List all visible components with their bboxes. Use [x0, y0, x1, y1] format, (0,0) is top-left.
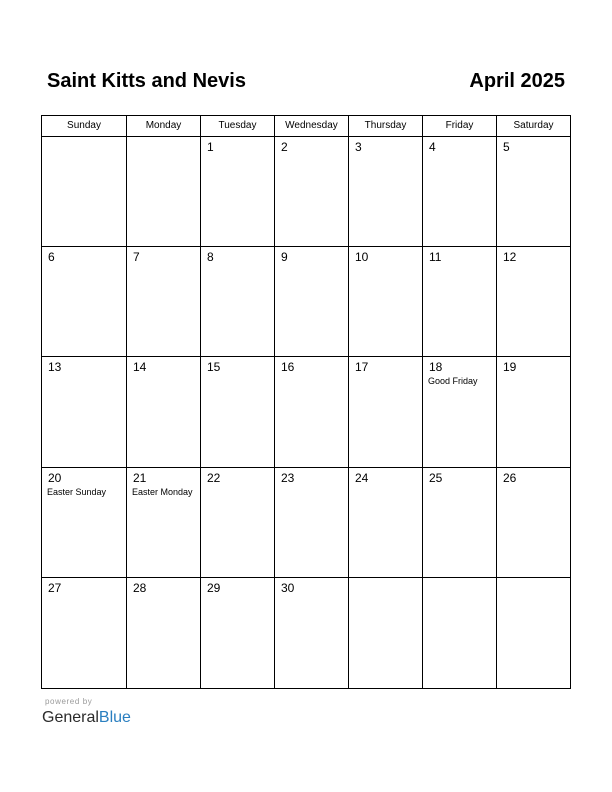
generalblue-logo[interactable]: [42, 709, 131, 727]
day-number: 7: [133, 250, 140, 264]
day-cell-19[interactable]: [497, 357, 570, 467]
day-number: 2: [281, 140, 288, 154]
day-cell-10[interactable]: [349, 247, 423, 356]
day-number: 17: [355, 360, 369, 374]
weekday-header-wednesday: Wednesday: [275, 116, 349, 136]
week-row: [42, 468, 570, 578]
month-title: April 2025: [469, 70, 565, 92]
day-number: 6: [48, 250, 55, 264]
day-number: 14: [133, 360, 147, 374]
empty-day-cell: [497, 578, 570, 688]
powered-by-text: powered by: [45, 697, 93, 706]
empty-day-cell: [127, 137, 201, 246]
day-number: 9: [281, 250, 288, 264]
weekday-header-sunday: Sunday: [42, 116, 127, 136]
empty-day-cell: [42, 137, 127, 246]
day-cell-20[interactable]: [42, 468, 127, 577]
day-number: 26: [503, 471, 517, 485]
day-cell-16[interactable]: [275, 357, 349, 467]
weekday-header-tuesday: Tuesday: [201, 116, 275, 136]
holiday-label: Easter Monday: [132, 487, 193, 497]
day-number: 21: [133, 471, 147, 485]
day-cell-8[interactable]: [201, 247, 275, 356]
day-cell-21[interactable]: [127, 468, 201, 577]
day-cell-7[interactable]: [127, 247, 201, 356]
day-cell-25[interactable]: [423, 468, 497, 577]
weekday-header-monday: Monday: [127, 116, 201, 136]
day-cell-5[interactable]: [497, 137, 570, 246]
day-number: 11: [429, 250, 442, 264]
day-cell-2[interactable]: [275, 137, 349, 246]
day-cell-27[interactable]: [42, 578, 127, 688]
day-number: 13: [48, 360, 62, 374]
brand-general-text: General: [42, 709, 99, 726]
day-number: 29: [207, 581, 221, 595]
weekday-header-friday: Friday: [423, 116, 497, 136]
day-number: 23: [281, 471, 295, 485]
day-number: 22: [207, 471, 221, 485]
weekday-header-saturday: Saturday: [513, 120, 554, 131]
week-row: [42, 578, 570, 688]
day-number: 30: [281, 581, 295, 595]
day-cell-13[interactable]: [42, 357, 127, 467]
holiday-label: Good Friday: [428, 376, 478, 386]
day-cell-6[interactable]: [42, 247, 127, 356]
day-cell-4[interactable]: [423, 137, 497, 246]
holiday-label: Easter Sunday: [47, 487, 107, 497]
day-cell-26[interactable]: [497, 468, 570, 577]
day-cell-18[interactable]: [423, 357, 497, 467]
day-number: 18: [429, 360, 443, 374]
day-cell-24[interactable]: [349, 468, 423, 577]
brand-blue-text: Blue: [98, 709, 131, 726]
weekday-header-row: [42, 116, 570, 137]
day-cell-11[interactable]: [423, 247, 497, 356]
day-number: 1: [207, 140, 214, 154]
day-cell-29[interactable]: [201, 578, 275, 688]
footer: [42, 697, 162, 731]
day-number: 10: [355, 250, 369, 264]
day-number: 20: [48, 471, 62, 485]
day-cell-28[interactable]: [127, 578, 201, 688]
day-number: 3: [355, 140, 362, 154]
day-number: 8: [207, 250, 214, 264]
day-cell-23[interactable]: [275, 468, 349, 577]
day-cell-17[interactable]: [349, 357, 423, 467]
calendar-grid: [41, 115, 571, 689]
day-number: 27: [48, 581, 62, 595]
week-row: [42, 357, 570, 468]
day-number: 15: [207, 360, 221, 374]
day-number: 19: [503, 360, 517, 374]
day-cell-1[interactable]: [201, 137, 275, 246]
empty-day-cell: [349, 578, 423, 688]
weekday-header-thursday: Thursday: [349, 116, 423, 136]
day-number: 12: [503, 250, 517, 264]
day-number: 24: [355, 471, 369, 485]
day-number: 5: [503, 140, 510, 154]
calendar-header: [41, 70, 571, 100]
day-cell-12[interactable]: [497, 247, 570, 356]
day-number: 25: [429, 471, 443, 485]
day-cell-9[interactable]: [275, 247, 349, 356]
day-cell-22[interactable]: [201, 468, 275, 577]
day-number: 4: [429, 140, 436, 154]
week-row: [42, 247, 570, 357]
day-cell-3[interactable]: [349, 137, 423, 246]
day-cell-30[interactable]: [275, 578, 349, 688]
week-row: [42, 137, 570, 247]
day-cell-15[interactable]: [201, 357, 275, 467]
day-number: 16: [281, 360, 295, 374]
empty-day-cell: [423, 578, 497, 688]
day-number: 28: [133, 581, 147, 595]
country-title: Saint Kitts and Nevis: [47, 70, 246, 92]
day-cell-14[interactable]: [127, 357, 201, 467]
